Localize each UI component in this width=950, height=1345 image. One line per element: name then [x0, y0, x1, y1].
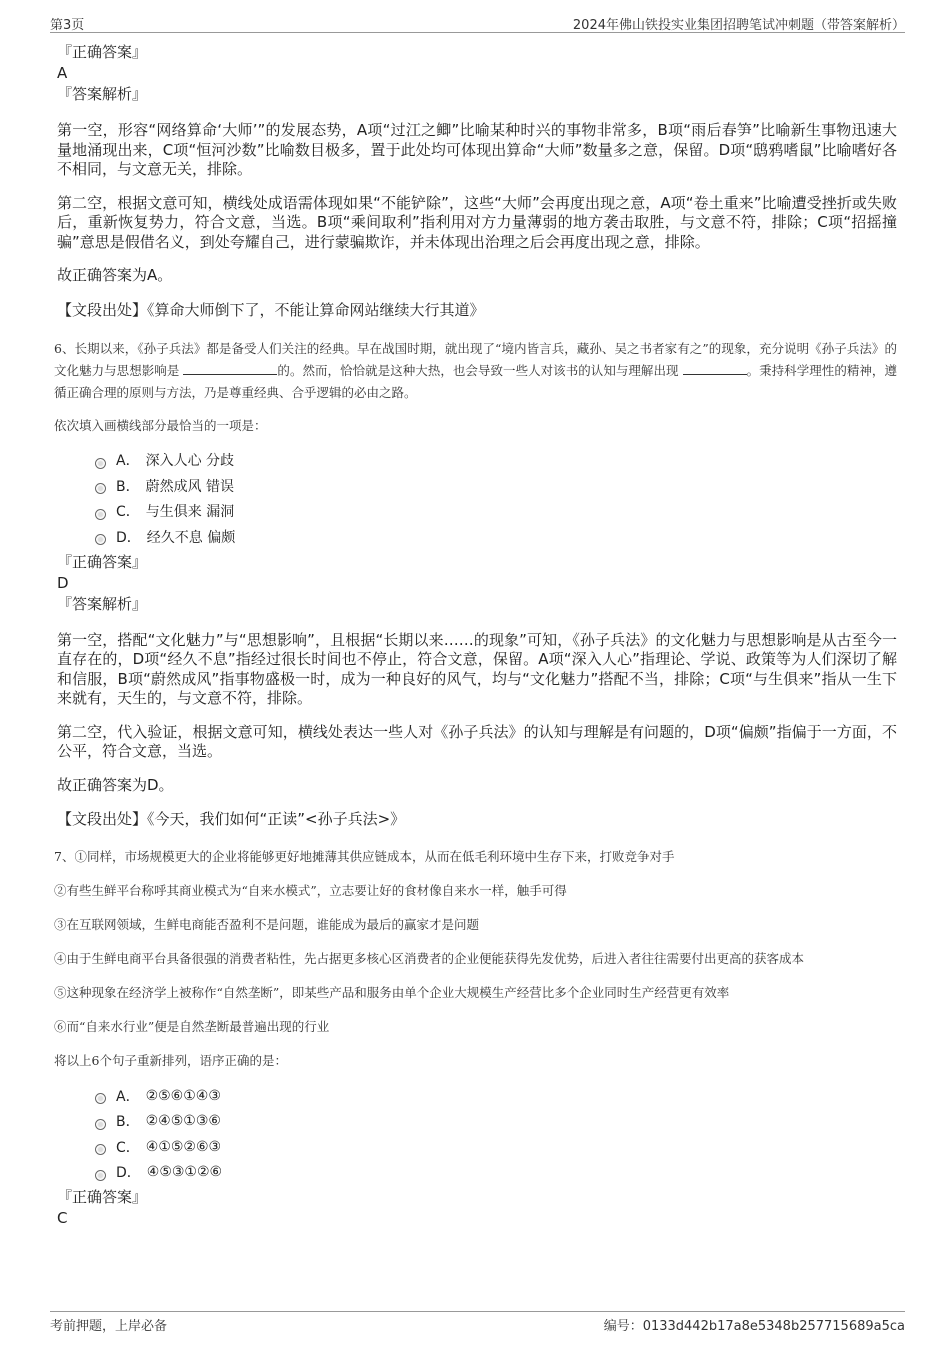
option-b[interactable]: B． 蔚然成风 错误: [95, 473, 897, 499]
page-number: 第3页: [50, 18, 85, 33]
question-prompt: 依次填入画横线部分最恰当的一项是：: [54, 417, 267, 433]
page-footer: [50, 1311, 905, 1336]
document-body: [54, 42, 897, 1229]
sentence-item: ④由于生鲜电商平台具备很强的消费者粘性，先占据更多核心区消费者的企业便能获得先发优势，后进入者往往需要付出更高的获客成本: [54, 951, 805, 966]
answer-label: 『正确答案』: [57, 43, 148, 61]
source-citation: 【文段出处】《算命大师倒下了，不能让算命网站继续大行其道》: [57, 300, 485, 319]
radio-icon[interactable]: [95, 458, 106, 469]
answer-value: C: [57, 1209, 68, 1227]
footer-slogan: 考前押题，上岸必备: [50, 1319, 168, 1334]
conclusion: 故正确答案为A。: [57, 266, 173, 284]
radio-icon[interactable]: [95, 1119, 106, 1130]
option-a[interactable]: A． ②⑤⑥①④③: [95, 1083, 897, 1109]
explanation-paragraph: 第二空，代入验证，根据文意可知，横线处表达一些人对《孙子兵法》的认知与理解是有问题的，D项“偏颇”指偏于一方面，不公平，符合文意，当选。: [57, 722, 897, 760]
sentence-item: ⑥而“自来水行业”便是自然垄断最普遍出现的行业: [54, 1019, 330, 1034]
radio-icon[interactable]: [95, 1144, 106, 1155]
document-title: 2024年佛山铁投实业集团招聘笔试冲刺题（带答案解析）: [572, 18, 905, 33]
sentence-item: ⑤这种现象在经济学上被称作“自然垄断”，即某些产品和服务由单个企业大规模生产经营比多个企业同时生产经营更有效率: [54, 985, 730, 1000]
answer-label: 『正确答案』: [57, 552, 148, 571]
explanation-paragraph: 第一空，形容“网络算命‘大师’”的发展态势，A项“过江之鲫”比喻某种时兴的事物非常多，B项“雨后春笋”比喻新生事物迅速大量地涌现出来，C项“恒河沙数”比喻数目极多，置于此处均可体现出算命“大师”数量多之意，保留。D项“鸱鸦嗜鼠”比喻嗜好各不相同，与文意无关，排除。: [57, 121, 897, 178]
sentence-item: ②有些生鲜平台称呼其商业模式为“自来水模式”，立志要让好的食材像自来水一样，触手可得: [54, 883, 567, 898]
option-list: [95, 448, 897, 550]
option-c[interactable]: C． ④①⑤②⑥③: [95, 1134, 897, 1160]
radio-icon[interactable]: [95, 1170, 106, 1181]
page-header: [50, 12, 905, 33]
analysis-label: 『答案解析』: [57, 85, 148, 103]
option-d[interactable]: D． 经久不息 偏颇: [95, 524, 897, 550]
conclusion: 故正确答案为D。: [57, 775, 174, 794]
source-citation: 【文段出处】《今天，我们如何“正读”<孙子兵法>》: [57, 810, 406, 828]
document-id: 编号：0133d442b17a8e5348b257715689a5ca: [603, 1319, 905, 1334]
explanation-paragraph: 第一空，搭配“文化魅力”与“思想影响”，且根据“长期以来……的现象”可知，《孙子兵法》的文化魅力与思想影响是从古至今一直存在的，D项“经久不息”指经过很长时间也不停止，符合文意，保留。A项“深入人心”指理论、学说、政策等为人们深切了解和信服，B项“蔚然成风”指事物盛极一时，成为一种良好的风气，均与“文化魅力”搭配不当，排除；C项“与生俱来”指从一生下来就有，天生的，与文意不符，排除。: [57, 630, 897, 707]
question-stem: 6、长期以来，《孙子兵法》都是备受人们关注的经典。早在战国时期，就出现了“境内皆言兵，藏孙、吴之书者家有之”的现象，充分说明《孙子兵法》的文化魅力与思想影响是 的。然而，恰恰就是这种大热，也会导致一些人对该书的认知与理解出现 。秉持科学理性的精神，遵循正确合理的原则与方法，乃是尊重经典、合乎逻辑的必由之路。: [54, 340, 897, 400]
blank-line: [183, 362, 277, 375]
option-c[interactable]: C． 与生俱来 漏洞: [95, 499, 897, 525]
blank-line: [683, 362, 747, 375]
option-d[interactable]: D． ④⑤③①②⑥: [95, 1160, 897, 1186]
option-a[interactable]: A． 深入人心 分歧: [95, 448, 897, 474]
sentence-item: ③在互联网领域，生鲜电商能否盈利不是问题，谁能成为最后的赢家才是问题: [54, 917, 480, 932]
radio-icon[interactable]: [95, 534, 106, 545]
explanation-paragraph: 第二空，根据文意可知，横线处成语需体现如果“不能铲除”，这些“大师”会再度出现之意，A项“卷土重来”比喻遭受挫折或失败后，重新恢复势力，符合文意，当选。B项“乘间取利”指利用对方力量薄弱的地方袭击取胜，与文意不符，排除；C项“招摇撞骗”意思是假借名义，到处夸耀自己，进行蒙骗欺诈，并未体现出治理之后会再度出现之意，排除。: [57, 193, 897, 251]
option-b[interactable]: B． ②④⑤①③⑥: [95, 1109, 897, 1135]
analysis-label: 『答案解析』: [57, 594, 148, 613]
question-prompt: 将以上6个句子重新排列，语序正确的是：: [54, 1053, 287, 1068]
option-list: [95, 1083, 897, 1185]
radio-icon[interactable]: [95, 1093, 106, 1104]
sentence-item: 7、①同样，市场规模更大的企业将能够更好地摊薄其供应链成本，从而在低毛利环境中生存下来，打败竞争对手: [54, 849, 675, 864]
answer-value: A: [57, 64, 68, 82]
radio-icon[interactable]: [95, 509, 106, 520]
answer-label: 『正确答案』: [57, 1188, 148, 1206]
answer-value: D: [57, 573, 69, 592]
radio-icon[interactable]: [95, 483, 106, 494]
